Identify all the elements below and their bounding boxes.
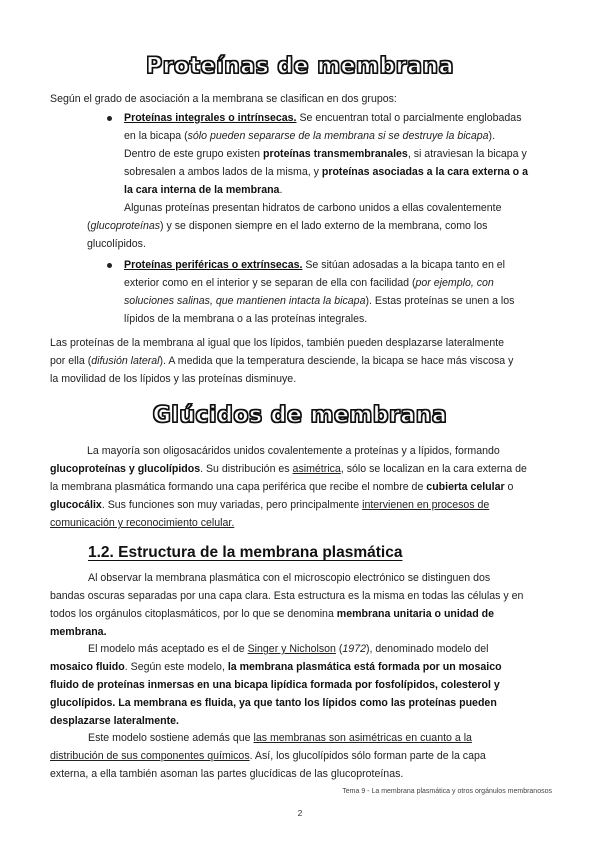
bullet1-line8: glucolípidos. [87, 238, 146, 250]
intro-text: Según el grado de asociación a la membrana se clasifican en dos grupos: [50, 93, 397, 105]
estructura-p3-line2: distribución de sus componentes químicos. Así, los glucolípidos sólo forman parte de la capa [50, 750, 486, 762]
bullet2-line2: exterior como en el interior y se separan de ella con facilidad (por ejemplo, con [124, 277, 494, 289]
estructura-p2-line3: fluido de proteínas inmersas en una bicapa lipídica formada por fosfolípidos, colesterol y [50, 679, 500, 691]
estructura-p1-line3: todos los orgánulos citoplasmáticos, por lo que se denomina membrana unitaria o unidad de [50, 608, 494, 620]
para-line3: la movilidad de los lípidos y las proteínas disminuye. [50, 373, 297, 385]
bullet-dot [107, 263, 112, 268]
section-heading-estructura: 1.2. Estructura de la membrana plasmática [88, 544, 403, 561]
glucidos-line2: glucoproteínas y glucolípidos. Su distribución es asimétrica, sólo se localizan en la cara externa de [50, 463, 527, 475]
bullet2-line3: soluciones salinas, que mantienen intacta la bicapa). Estas proteínas se unen a los [124, 295, 515, 307]
estructura-p3-line1: Este modelo sostiene además que las membranas son asimétricas en cuanto a la [88, 732, 472, 744]
estructura-p2-line4: glucolípidos. La membrana es fluida, ya que tanto los lípidos como las proteínas pueden [50, 697, 497, 709]
estructura-p3-line3: externa, a ella también asoman las partes glucídicas de las glucoproteínas. [50, 768, 404, 780]
page-number: 2 [297, 808, 303, 818]
estructura-p2-line1: El modelo más aceptado es el de Singer y Nicholson (1972), denominado modelo del [88, 643, 489, 655]
section-title-glucidos: Glúcidos de membrana [152, 403, 448, 428]
bullet2-line1: Proteínas periféricas o extrínsecas. Se sitúan adosadas a la bicapa tanto en el [124, 259, 506, 271]
estructura-p1-line2: bandas oscuras separadas por una capa clara. Esta estructura es la misma en todas las células y en [50, 590, 524, 602]
para-line1: Las proteínas de la membrana al igual que los lípidos, también pueden desplazarse lateralmente [50, 337, 505, 349]
para-line2: por ella (difusión lateral). A medida que la temperatura desciende, la bicapa se hace más viscosa y [50, 355, 514, 367]
bullet1-line4: sobresalen a ambos lados de la misma, y proteínas asociadas a la cara externa o a [124, 166, 528, 178]
estructura-p2-line2: mosaico fluido. Según este modelo, la membrana plasmática está formada por un mosaico [50, 661, 502, 673]
estructura-p2-line5: desplazarse lateralmente. [50, 715, 179, 727]
page-footer: Tema 9 - La membrana plasmática y otros orgánulos membranosos [342, 788, 552, 795]
bullet-dot [107, 116, 112, 121]
estructura-p1-line1: Al observar la membrana plasmática con el microscopio electrónico se distinguen dos [88, 572, 491, 584]
section-title-proteinas: Proteínas de membrana [146, 54, 454, 79]
bullet1-line3: Dentro de este grupo existen proteínas transmembranales, si atraviesan la bicapa y [124, 148, 527, 160]
glucidos-line1: La mayoría son oligosacáridos unidos covalentemente a proteínas y a lípidos, formando [87, 445, 500, 457]
bullet1-line2: en la bicapa (sólo pueden separarse de la membrana si se destruye la bicapa). [124, 130, 496, 142]
estructura-p1-line4: membrana. [50, 626, 107, 638]
bullet1-line1: Proteínas integrales o intrínsecas. Se encuentran total o parcialmente englobadas [124, 112, 522, 124]
glucidos-line3: la membrana plasmática formando una capa periférica que recibe el nombre de cubierta celular o [50, 481, 514, 493]
bullet1-line7: (glucoproteínas) y se disponen siempre en el lado externo de la membrana, como los [87, 220, 488, 232]
bullet1-line5: la cara interna de la membrana. [124, 184, 283, 196]
glucidos-line5: comunicación y reconocimiento celular. [50, 517, 235, 529]
bullet2-line4: lípidos de la membrana o a las proteínas integrales. [124, 313, 368, 325]
glucidos-line4: glucocálix. Sus funciones son muy variadas, pero principalmente intervienen en procesos de [50, 499, 490, 511]
bullet1-line6: Algunas proteínas presentan hidratos de carbono unidos a ellas covalentemente [124, 202, 502, 214]
